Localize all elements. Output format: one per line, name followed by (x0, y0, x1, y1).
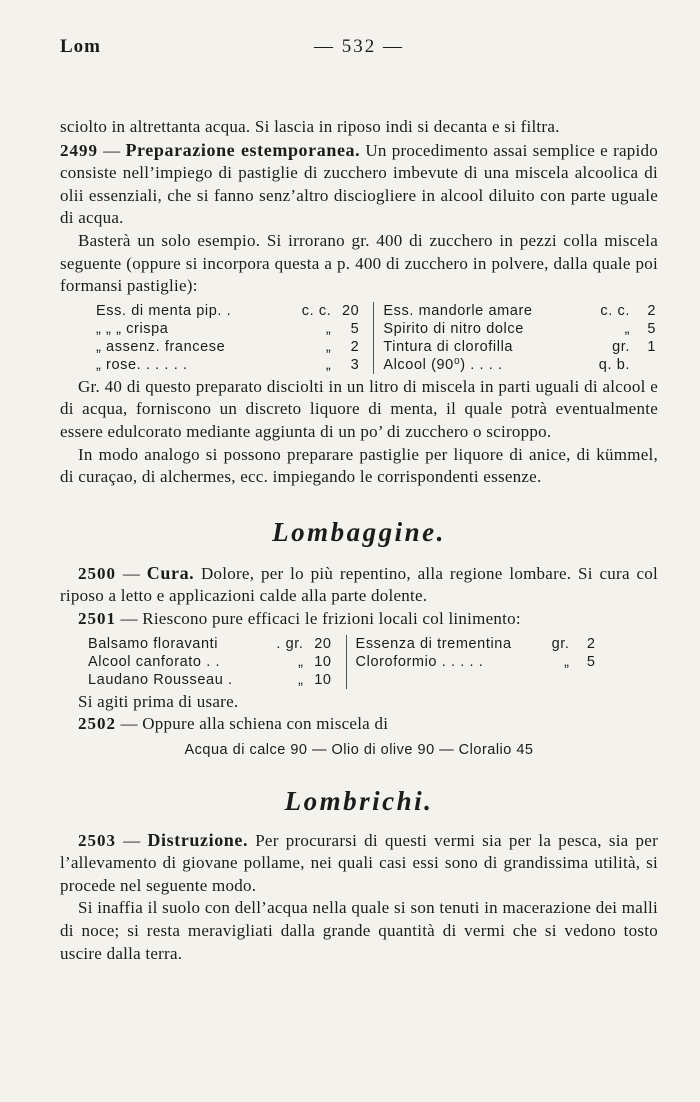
paragraph-2500 (60, 562, 658, 608)
ingredient-qty: 10 (314, 671, 332, 688)
paragraph-bastera: Basterà un solo esempio. Si irrorano gr. 400 di zucchero in pezzi colla miscela seguente (oppure si incorpora questa a p. 400 di zucchero in polvere, dalla quale poi formansi pastiglie): (60, 230, 658, 296)
ingredient-qty: 2 (350, 338, 360, 355)
running-head (60, 28, 658, 68)
paragraph-inaffia: Si inaffia il suolo con dell’acqua nella quale si son tenuti in macerazione dei malli di noce; si resta meravigliati dalla grande quantità di vermi che si vedono tosto uscire dalla terra. (60, 898, 658, 963)
ingredient-unit: „ (325, 338, 332, 355)
entry-number: 2501 (78, 608, 116, 628)
ingredient-unit: gr. (612, 338, 630, 355)
ingredient-qty: 20 (342, 302, 360, 319)
ingredient-unit: „ (298, 653, 304, 670)
ingredient-unit: „ (564, 653, 570, 670)
ingredient-unit: q. b. (598, 356, 630, 373)
ingredient-qty (636, 356, 658, 374)
ingredient-qty: 5 (586, 653, 596, 670)
page-number: — 532 — (314, 36, 404, 57)
ingredient-unit: „ (624, 320, 630, 337)
entry-heading: Distruzione. (147, 829, 249, 850)
running-title: Lom (60, 36, 101, 57)
recipe-row (60, 671, 658, 689)
section-title-lombrichi: Lombrichi. (284, 785, 434, 816)
ingredient-name (348, 671, 547, 689)
entry-heading: Preparazione estemporanea. (125, 139, 361, 160)
paragraph-2503 (60, 829, 658, 898)
recipe-table-linimento (60, 635, 658, 689)
recipe-row (60, 356, 658, 374)
ingredient-name: Spirito di nitro dolce (383, 320, 524, 337)
ingredient-qty: 2 (647, 302, 656, 319)
ingredient-name: Balsamo floravanti (88, 635, 219, 652)
paragraph-2499 (60, 139, 658, 230)
ingredient-qty: 10 (314, 653, 332, 670)
ingredient-unit: „ (298, 671, 304, 688)
entry-number: 2499 (60, 140, 98, 160)
entry-number: 2500 (78, 563, 116, 583)
formula-line: Acqua di calce 90 — Olio di olive 90 — Cloralio 45 (184, 741, 534, 758)
ingredient-unit: „ (325, 356, 332, 373)
paragraph-agiti: Si agiti prima di usare. (78, 691, 239, 711)
ingredient-name: Laudano Rousseau . (88, 671, 233, 688)
recipe-row (60, 302, 658, 320)
ingredient-unit: . gr. (276, 635, 304, 652)
ingredient-name: „ „ „ crispa (96, 320, 169, 337)
paragraph-continued: sciolto in altrettanta acqua. Si lascia in riposo indi si decanta e si filtra. (60, 117, 560, 136)
ingredient-qty: 3 (350, 356, 360, 373)
entry-heading: Cura. (146, 562, 195, 583)
ingredient-qty: 2 (586, 635, 596, 652)
entry-body: — Riescono pure efficaci le frizioni locali col linimento: (116, 608, 521, 628)
entry-number: 2503 (78, 830, 116, 850)
entry-dash: — (116, 830, 148, 850)
ingredient-name: Cloroformio . . . . . (355, 653, 484, 670)
entry-body: — Oppure alla schiena con miscela di (116, 714, 389, 734)
ingredient-name: Ess. mandorle amare (383, 302, 533, 319)
recipe-row (60, 338, 658, 356)
entry-number: 2502 (78, 714, 116, 734)
ingredient-qty: 1 (647, 338, 656, 355)
entry-body: Un procedimento assai semplice e rapido consiste nell’impiego di pastiglie di zucchero imbevute di una miscela alcoolica di olii essenziali, che si fanno senz’altro disciogliere in alcool diluito con parte uguale di acqua. (60, 140, 658, 228)
entry-dash: — (98, 140, 126, 160)
paragraph-2501 (60, 608, 658, 631)
ingredient-unit: gr. (551, 635, 570, 652)
ingredient-name: „ rose. . . . . . (96, 356, 188, 373)
recipe-row (60, 635, 658, 653)
recipe-table-menta (60, 302, 658, 374)
ingredient-unit: „ (325, 320, 332, 337)
paragraph-2502 (60, 713, 658, 736)
ingredient-qty: 20 (314, 635, 332, 652)
ingredient-name: Alcool (90⁰) . . . . (383, 356, 503, 373)
recipe-row (60, 320, 658, 338)
ingredient-name: Ess. di menta pip. . (96, 302, 232, 319)
entry-body: Per procurarsi di questi vermi sia per la pesca, sia per l’allevamento di giovane pollame, nei quali casi essi sono di grandissima utilità, si procede nel seguente modo. (60, 830, 659, 895)
ingredient-qty: 5 (647, 320, 656, 337)
ingredient-name: Alcool canforato . . (88, 653, 221, 670)
ingredient-unit: c. c. (301, 302, 332, 319)
section-title-lombaggine: Lombaggine. (272, 516, 446, 547)
ingredient-qty: 5 (350, 320, 360, 337)
ingredient-name: „ assenz. francese (96, 338, 226, 355)
entry-body: Dolore, per lo più repentino, alla regione lombare. Si cura col riposo a letto e applicazioni calde alla parte dolente. (60, 563, 659, 606)
ingredient-qty (576, 671, 598, 689)
recipe-row (60, 653, 658, 671)
ingredient-unit (546, 671, 575, 689)
book-page (60, 28, 658, 965)
paragraph-analogo: In modo analogo si possono preparare pastiglie per liquore di anice, di kümmel, di curaçao, di alchermes, ecc. impiegando le corrispondenti essenze. (60, 444, 658, 487)
ingredient-name: Tintura di clorofilla (383, 338, 514, 355)
entry-dash: — (116, 563, 147, 583)
ingredient-unit: c. c. (600, 302, 630, 319)
paragraph-gr40: Gr. 40 di questo preparato disciolti in un litro di miscela in parti uguali di alcool e di acqua, forniscono un discreto liquore di menta, il quale potrà eventualmente essere edulcorato mediante aggiunta di un po’ di zucchero o sciroppo. (60, 376, 658, 441)
ingredient-name: Essenza di trementina (355, 635, 512, 652)
